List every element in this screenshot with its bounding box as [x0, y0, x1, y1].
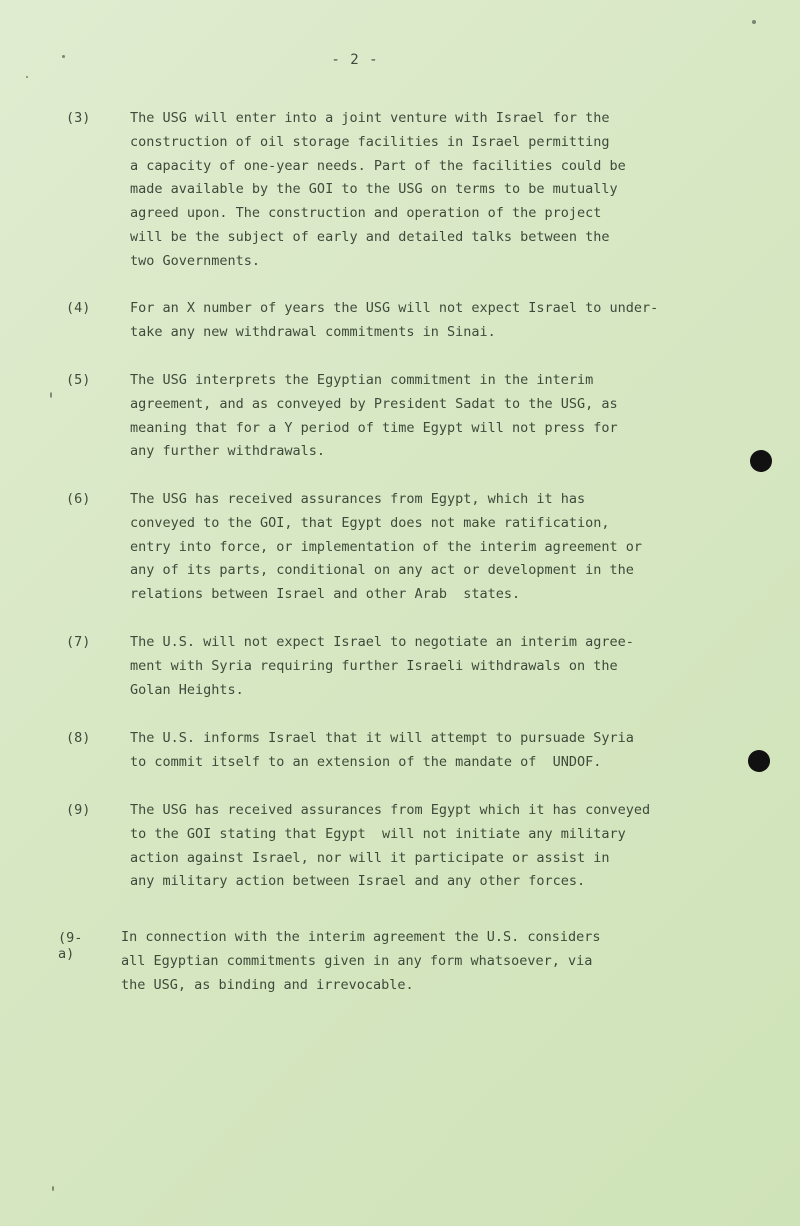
- text-line: to the GOI stating that Egypt will not initiate any military: [130, 825, 626, 842]
- text-line: Golan Heights.: [130, 681, 244, 698]
- paragraph-text: [130, 488, 690, 607]
- paragraph-number: (8): [66, 730, 91, 746]
- text-line: ment with Syria requiring further Israeli withdrawals on the: [130, 657, 618, 674]
- text-line: agreement, and as conveyed by President Sadat to the USG, as: [130, 395, 618, 412]
- text-line: agreed upon. The construction and operation of the project: [130, 205, 602, 222]
- text-line: any of its parts, conditional on any act or development in the: [130, 562, 634, 579]
- punch-hole: [750, 450, 772, 472]
- scan-speck: [26, 76, 28, 78]
- paragraph-number: (7): [66, 634, 91, 650]
- paragraph-text: [130, 369, 690, 464]
- paragraph-number: (4): [66, 300, 91, 316]
- text-line: meaning that for a Y period of time Egypt will not press for: [130, 419, 618, 436]
- text-line: made available by the GOI to the USG on terms to be mutually: [130, 181, 618, 198]
- text-line: action against Israel, nor will it participate or assist in: [130, 849, 610, 866]
- text-line: The USG has received assurances from Egypt, which it has: [130, 491, 586, 507]
- paragraph-text: [121, 926, 681, 997]
- text-line: all Egyptian commitments given in any form whatsoever, via: [121, 952, 593, 969]
- text-line: entry into force, or implementation of the interim agreement or: [130, 538, 643, 555]
- paragraph-text: [130, 107, 690, 274]
- text-line: The U.S. informs Israel that it will attempt to pursuade Syria: [130, 730, 634, 746]
- paragraph-number: (3): [66, 110, 91, 126]
- paragraph-number: (9- a): [58, 930, 83, 962]
- text-line: will be the subject of early and detailed talks between the: [130, 228, 610, 245]
- text-line: to commit itself to an extension of the mandate of UNDOF.: [130, 753, 602, 770]
- text-line: The USG has received assurances from Egypt which it has conveyed: [130, 802, 651, 818]
- paragraph-number: (5): [66, 372, 91, 388]
- text-line: take any new withdrawal commitments in Sinai.: [130, 323, 496, 340]
- punch-hole: [748, 750, 770, 772]
- text-line: construction of oil storage facilities in Israel permitting: [130, 133, 610, 150]
- paragraph-text: [130, 631, 690, 702]
- text-line: two Governments.: [130, 252, 261, 269]
- text-line: any military action between Israel and any other forces.: [130, 873, 586, 890]
- text-line: any further withdrawals.: [130, 443, 326, 460]
- text-line: The USG will enter into a joint venture with Israel for the: [130, 110, 610, 126]
- text-line: the USG, as binding and irrevocable.: [121, 976, 414, 993]
- text-line: In connection with the interim agreement the U.S. considers: [121, 929, 601, 945]
- paragraph-number: (9): [66, 802, 91, 818]
- paragraph-text: [130, 799, 690, 894]
- scan-speck: [752, 20, 756, 24]
- paragraph-number: (6): [66, 491, 91, 507]
- text-line: The U.S. will not expect Israel to negotiate an interim agree-: [130, 634, 634, 650]
- text-line: a capacity of one-year needs. Part of the facilities could be: [130, 157, 626, 174]
- text-line: For an X number of years the USG will not expect Israel to under-: [130, 300, 659, 316]
- paragraph-text: [130, 727, 690, 775]
- text-line: relations between Israel and other Arab states.: [130, 586, 521, 603]
- scan-speck: [62, 55, 65, 58]
- scan-speck: [52, 1186, 54, 1191]
- scan-speck: [50, 392, 52, 398]
- page-number: - 2 -: [331, 52, 379, 68]
- text-line: The USG interprets the Egyptian commitment in the interim: [130, 372, 594, 388]
- paragraph-text: [130, 297, 690, 345]
- text-line: conveyed to the GOI, that Egypt does not make ratification,: [130, 514, 610, 531]
